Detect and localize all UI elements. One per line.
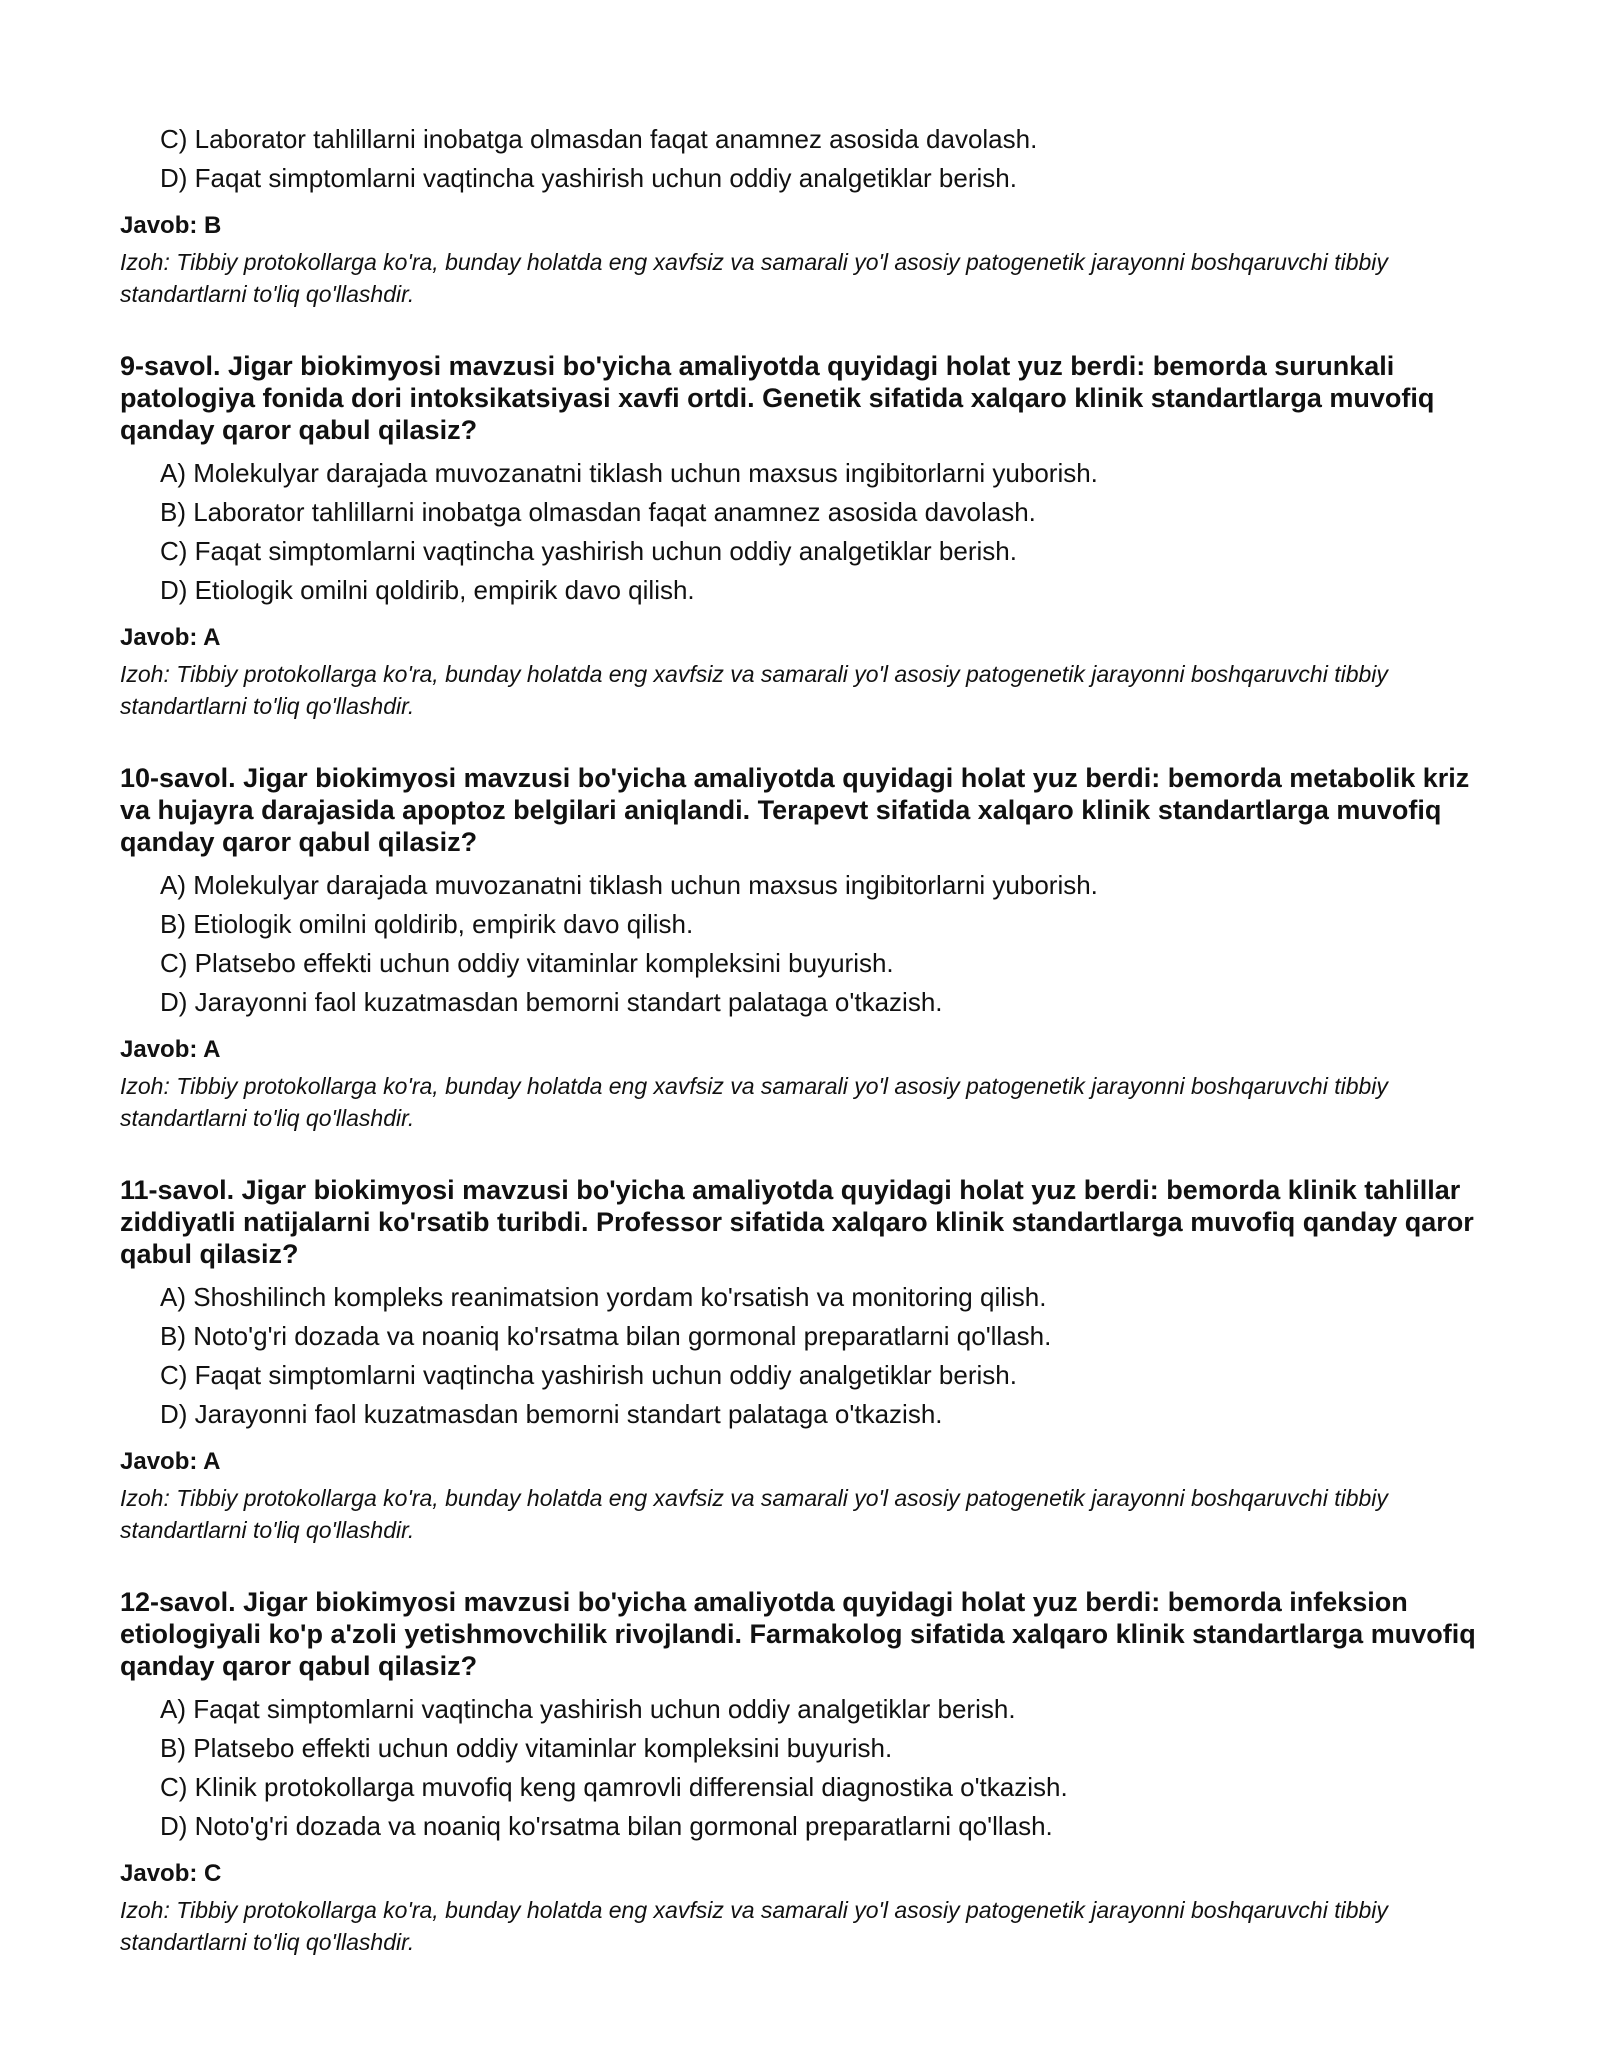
option-a: A) Shoshilinch kompleks reanimatsion yordam ko'rsatish va monitoring qilish. [160,1282,1047,1312]
question-title: 11-savol. Jigar biokimyosi mavzusi bo'yicha amaliyotda quyidagi holat yuz berdi: bemorda klinik tahlillar ziddiyatli natijalarni ko'rsatib turibdi. Professor sifatida xalqaro klinik standartlarga muvofiq qanday qaror qabul qilasiz? [120,1175,1474,1269]
option-c: C) Platsebo effekti uchun oddiy vitaminlar kompleksini buyurish. [160,948,894,978]
option-c: C) Faqat simptomlarni vaqtincha yashirish uchun oddiy analgetiklar berish. [160,536,1017,566]
answer-line: Javob: A [120,624,221,651]
answer-line: Javob: A [120,1036,221,1063]
option-a: A) Molekulyar darajada muvozanatni tiklash uchun maxsus ingibitorlarni yuborish. [160,458,1098,488]
option-a: A) Faqat simptomlarni vaqtincha yashirish uchun oddiy analgetiklar berish. [160,1694,1016,1724]
explanation-note: Izoh: Tibbiy protokollarga ko'ra, bunday holatda eng xavfsiz va samarali yo'l asosiy patogenetik jarayonni boshqaruvchi tibbiy standartlarni to'liq qo'llashdir. [120,249,1388,307]
question-12 [120,1586,1490,1958]
explanation-note: Izoh: Tibbiy protokollarga ko'ra, bunday holatda eng xavfsiz va samarali yo'l asosiy patogenetik jarayonni boshqaruvchi tibbiy standartlarni to'liq qo'llashdir. [120,661,1388,719]
answer-line: Javob: A [120,1448,221,1475]
option-b: B) Platsebo effekti uchun oddiy vitaminlar kompleksini buyurish. [160,1733,893,1763]
question-11 [120,1174,1490,1546]
option-b: B) Laborator tahlillarni inobatga olmasdan faqat anamnez asosida davolash. [160,497,1036,527]
question-title: 10-savol. Jigar biokimyosi mavzusi bo'yicha amaliyotda quyidagi holat yuz berdi: bemorda metabolik kriz va hujayra darajasida apoptoz belgilari aniqlandi. Terapevt sifatida xalqaro klinik standartlarga muvofiq qanday qaror qabul qilasiz? [120,763,1470,857]
answer-line: Javob: B [120,212,222,239]
explanation-note: Izoh: Tibbiy protokollarga ko'ra, bunday holatda eng xavfsiz va samarali yo'l asosiy patogenetik jarayonni boshqaruvchi tibbiy standartlarni to'liq qo'llashdir. [120,1897,1388,1955]
option-d: D) Jarayonni faol kuzatmasdan bemorni standart palataga o'tkazish. [160,1399,943,1429]
option-d: D) Etiologik omilni qoldirib, empirik davo qilish. [160,575,695,605]
explanation-note: Izoh: Tibbiy protokollarga ko'ra, bunday holatda eng xavfsiz va samarali yo'l asosiy patogenetik jarayonni boshqaruvchi tibbiy standartlarni to'liq qo'llashdir. [120,1073,1388,1131]
question-9 [120,350,1490,722]
option-b: B) Noto'g'ri dozada va noaniq ko'rsatma bilan gormonal preparatlarni qo'llash. [160,1321,1052,1351]
option-d: D) Faqat simptomlarni vaqtincha yashirish uchun oddiy analgetiklar berish. [160,163,1017,193]
option-c: C) Faqat simptomlarni vaqtincha yashirish uchun oddiy analgetiklar berish. [160,1360,1017,1390]
option-c: C) Laborator tahlillarni inobatga olmasdan faqat anamnez asosida davolash. [160,124,1038,154]
question-10 [120,762,1490,1134]
question-title: 12-savol. Jigar biokimyosi mavzusi bo'yicha amaliyotda quyidagi holat yuz berdi: bemorda infeksion etiologiyali ko'p a'zoli yetishmovchilik rivojlandi. Farmakolog sifatida xalqaro klinik standartlarga muvofiq qanday qaror qabul qilasiz? [120,1587,1476,1681]
option-b: B) Etiologik omilni qoldirib, empirik davo qilish. [160,909,694,939]
option-d: D) Jarayonni faol kuzatmasdan bemorni standart palataga o'tkazish. [160,987,943,1017]
option-c: C) Klinik protokollarga muvofiq keng qamrovli differensial diagnostika o'tkazish. [160,1772,1068,1802]
answer-line: Javob: C [120,1860,222,1887]
option-d: D) Noto'g'ri dozada va noaniq ko'rsatma bilan gormonal preparatlarni qo'llash. [160,1811,1053,1841]
document-page [120,120,1490,1958]
explanation-note: Izoh: Tibbiy protokollarga ko'ra, bunday holatda eng xavfsiz va samarali yo'l asosiy patogenetik jarayonni boshqaruvchi tibbiy standartlarni to'liq qo'llashdir. [120,1485,1388,1543]
previous-question-tail [120,120,1490,310]
option-a: A) Molekulyar darajada muvozanatni tiklash uchun maxsus ingibitorlarni yuborish. [160,870,1098,900]
question-title: 9-savol. Jigar biokimyosi mavzusi bo'yicha amaliyotda quyidagi holat yuz berdi: bemorda surunkali patologiya fonida dori intoksikatsiyasi xavfi ortdi. Genetik sifatida xalqaro klinik standartlarga muvofiq qanday qaror qabul qilasiz? [120,351,1435,445]
